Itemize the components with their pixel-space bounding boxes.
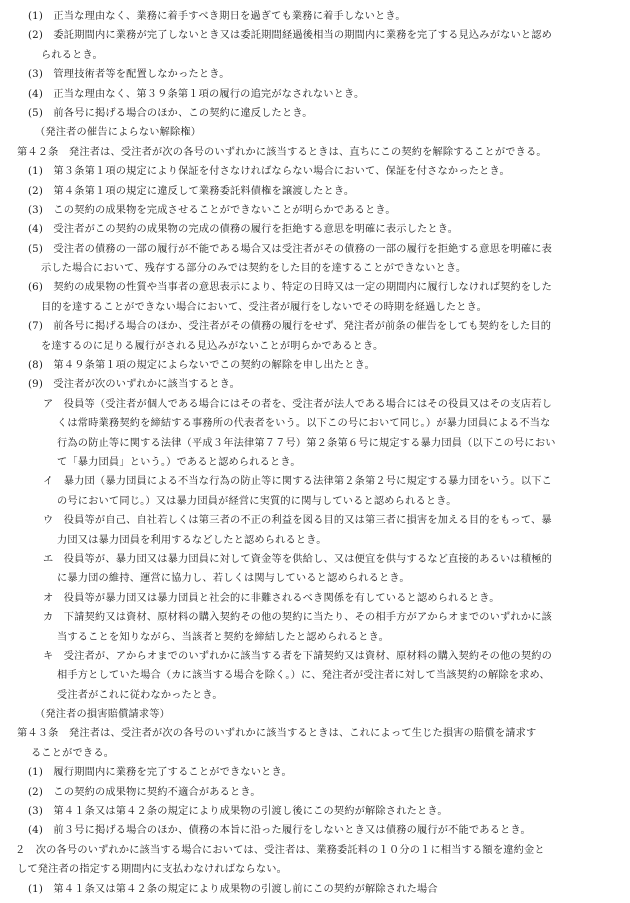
text-line: られるとき。 (41, 49, 103, 61)
text-line: 第４３条 発注者は、受注者が次の各号のいずれかに該当するときは、これによって生じた損害の賠償を請求す (17, 728, 537, 740)
text-line: の号において同じ。）又は暴力団員が経営に実質的に関与していると認められるとき。 (57, 495, 457, 507)
text-line: (4) 前３号に掲げる場合のほか、債務の本旨に沿った履行をしないとき又は債務の履行が不能であるとき。 (28, 825, 531, 837)
text-line: (3) 管理技術者等を配置しなかったとき。 (28, 69, 230, 81)
text-line: ２ 次の各号のいずれかに該当する場合においては、受注者は、業務委託料の１０分の１に相当する額を違約金と (15, 844, 545, 856)
text-line: を達するのに足りる履行がされる見込みがないことが明らかであるとき。 (41, 340, 384, 352)
text-line: （発注者の損害賠償請求等） (35, 709, 171, 721)
text-line: 受注者がこれに従わなかったとき。 (57, 689, 223, 701)
text-line: （発注者の催告によらない解除権） (35, 127, 202, 139)
text-line: (1) 履行期間内に業務を完了することができないとき。 (28, 767, 292, 779)
text-line: (1) 第４１条又は第４２条の規定により成果物の引渡し前にこの契約が解除された場合 (28, 883, 438, 895)
text-line: 当することを知りながら、当該者と契約を締結したと認められるとき。 (57, 631, 389, 643)
text-line: エ 役員等が、暴力団又は暴力団員に対して資金等を供給し、又は便宜を供与するなど直接的あるいは積極的 (43, 553, 552, 565)
text-line: オ 役員等が暴力団又は暴力団員と社会的に非難されるべき関係を有していると認められるとき。 (43, 592, 500, 604)
text-line: 行為の防止等に関する法律（平成３年法律第７７号）第２条第６号に規定する暴力団員（以下この号におい (57, 437, 556, 449)
text-line: (2) 第４条第１項の規定に違反して業務委託料債権を譲渡したとき。 (28, 185, 355, 197)
text-line: (8) 第４９条第１項の規定によらないでこの契約の解除を申し出たとき。 (28, 360, 376, 372)
text-line: キ 受注者が、アからオまでのいずれかに該当する者を下請契約又は資材、原材料の購入契約その他の契約の (43, 650, 552, 662)
text-line: (6) 契約の成果物の性質や当事者の意思表示により、特定の日時又は一定の期間内に履行しなければ契約をした (28, 282, 553, 294)
text-line: (3) この契約の成果物を完成させることができないことが明らかであるとき。 (28, 204, 396, 216)
text-line: (3) 第４１条又は第４２条の規定により成果物の引渡し後にこの契約が解除されたとき。 (28, 806, 448, 818)
text-line: ウ 役員等が自己、自社若しくは第三者の不正の利益を図る目的又は第三者に損害を加える目的をもって、暴 (43, 515, 552, 527)
text-line: ることができる。 (31, 747, 115, 759)
text-line: 示した場合において、残存する部分のみでは契約をした目的を達することができないとき。 (41, 263, 467, 275)
text-line: 相手方としていた場合（カに該当する場合を除く。）に、発注者が受注者に対して当該契約の解除を求め、 (57, 670, 550, 682)
text-line: くは常時業務契約を締結する事務所の代表者をいう。以下この号において同じ。）が暴力団員による不当な (57, 418, 551, 430)
text-line: (9) 受注者が次のいずれかに該当するとき。 (28, 379, 240, 391)
text-line: に暴力団の維持、運営に協力し、若しくは関与していると認められるとき。 (57, 573, 410, 585)
text-line: 目的を達することができない場合において、受注者が履行をしないでその時期を経過したとき。 (41, 301, 488, 313)
text-line: 第４２条 発注者は、受注者が次の各号のいずれかに該当するときは、直ちにこの契約を解除することができる。 (17, 146, 547, 158)
text-line: カ 下請契約又は資材、原材料の購入契約その他の契約に当たり、その相手方がアからオまでのいずれかに該 (43, 612, 552, 624)
text-line: (1) 正当な理由なく、業務に着手すべき期日を過ぎても業務に着手しないとき。 (28, 11, 406, 22)
text-line: イ 暴力団（暴力団員による不当な行為の防止等に関する法律第２条第２号に規定する暴力団をいう。以下こ (43, 476, 552, 488)
text-line: (5) 前各号に掲げる場合のほか、この契約に違反したとき。 (28, 107, 313, 119)
text-line: ア 役員等（受注者が個人である場合にはその者を、受注者が法人である場合にはその役員又はその支店若し (43, 398, 552, 410)
text-line: (5) 受注者の債務の一部の履行が不能である場合又は受注者がその債務の一部の履行を拒絶する意思を明確に表 (28, 243, 553, 255)
text-line: て「暴力団員」という。）であると認められるとき。 (57, 456, 301, 468)
text-line: (2) この契約の成果物に契約不適合があるとき。 (28, 786, 261, 798)
text-line: (1) 第３条第１項の規定により保証を付さなければならない場合において、保証を付さなかったとき。 (28, 166, 510, 178)
text-line: (7) 前各号に掲げる場合のほか、受注者がその債務の履行をせず、発注者が前条の催告をしても契約をした目的 (28, 321, 552, 333)
text-line: して発注者の指定する期間内に支払わなければならない。 (17, 864, 288, 876)
text-line: (4) 受注者がこの契約の成果物の完成の債務の履行を拒絶する意思を明確に表示したとき。 (28, 224, 459, 236)
text-line: (4) 正当な理由なく、第３９条第１項の履行の追完がなされないとき。 (28, 88, 365, 100)
text-line: 力団又は暴力団員を利用するなどしたと認められるとき。 (57, 534, 327, 546)
text-line: (2) 委託期間内に業務が完了しないとき又は委託期間経過後相当の期間内に業務を完了する見込みがないと認め (28, 30, 553, 42)
